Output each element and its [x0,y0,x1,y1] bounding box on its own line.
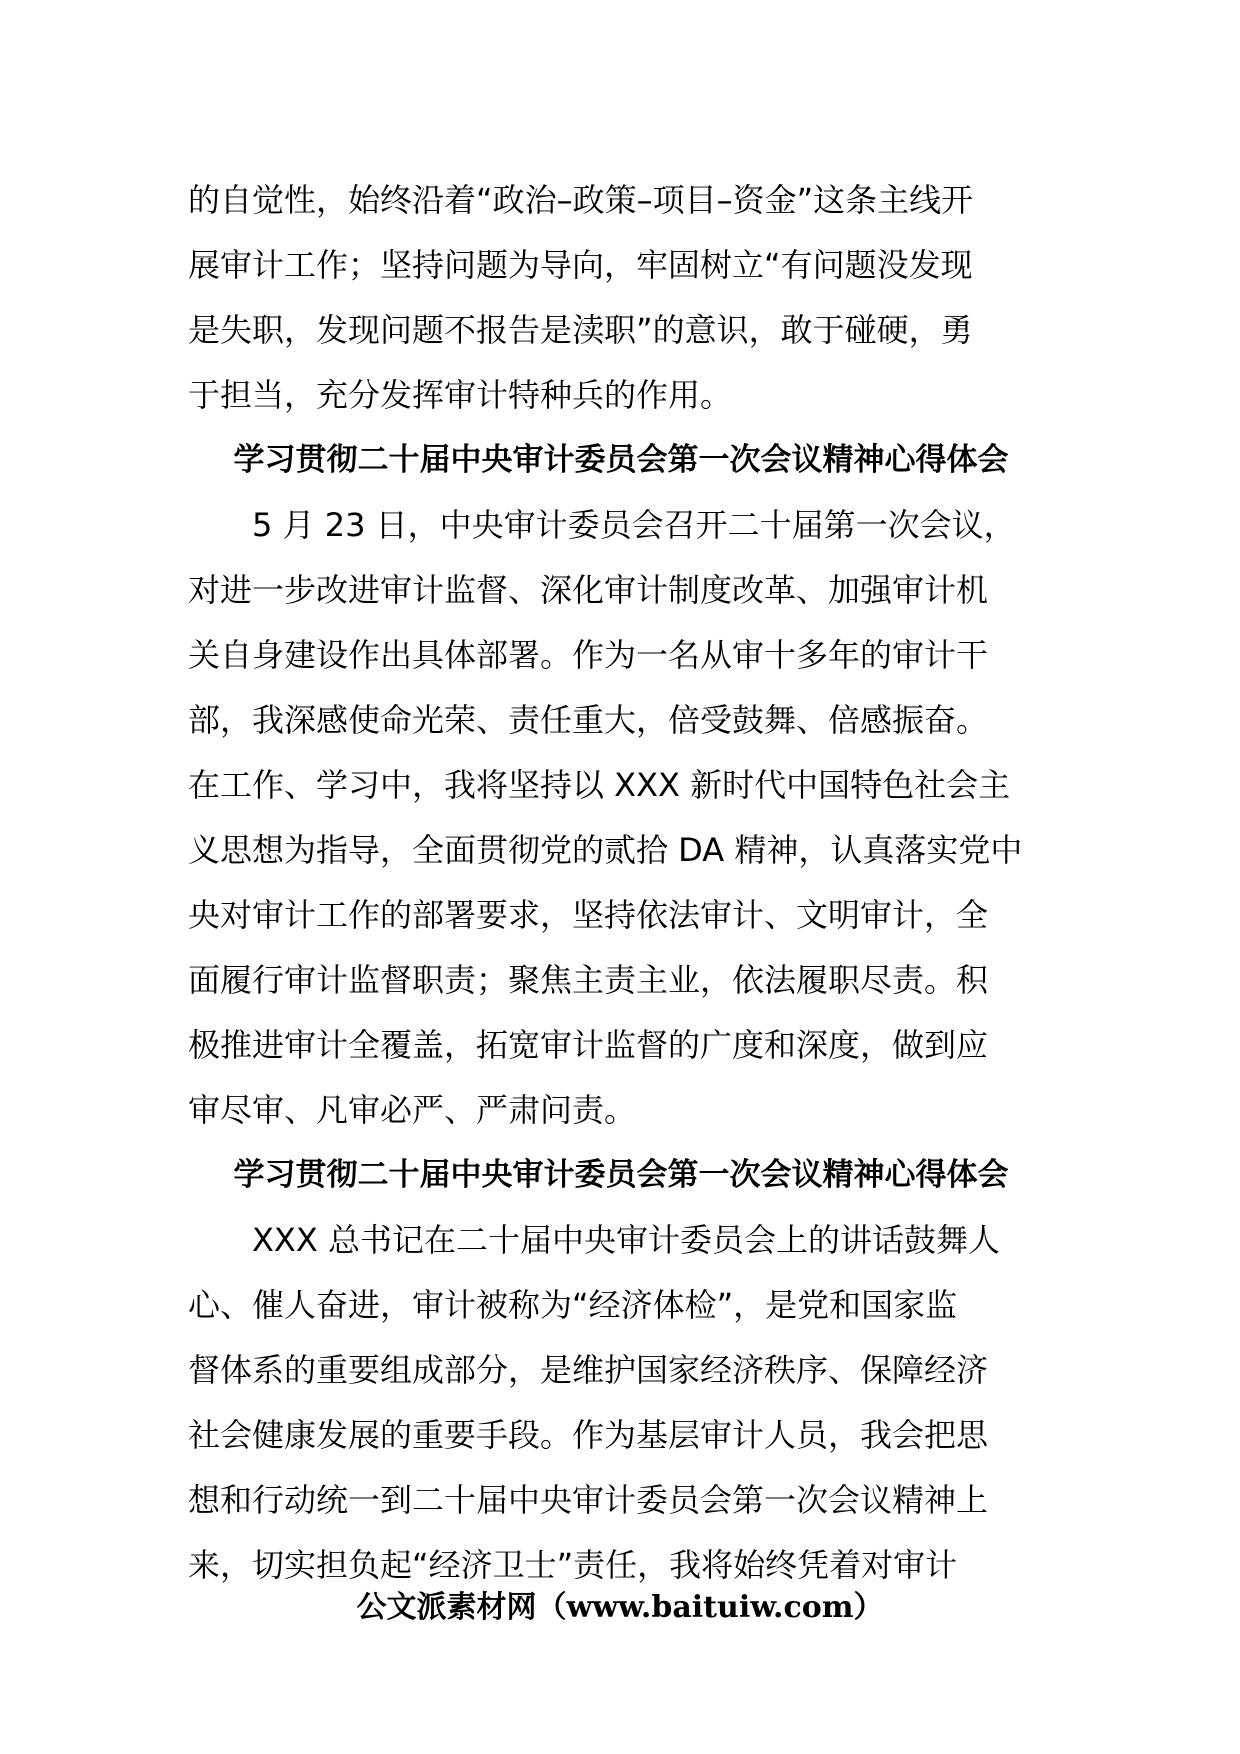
paragraph-line: 部，我深感使命光荣、责任重大，倍受鼓舞、倍感振奋。 [188,701,989,739]
paragraph-line: 于担当，充分发挥审计特种兵的作用。 [188,376,733,414]
section-heading: 学习贯彻二十届中央审计委员会第一次会议精神心得体会 [233,442,1009,478]
paragraph-line: 的自觉性，始终沿着“政治–政策–项目–资金”这条主线开 [188,181,974,219]
paragraph-line: 社会健康发展的重要手段。作为基层审计人员，我会把思 [188,1416,989,1454]
paragraph-line: 审尽审、凡审必严、严肃问责。 [188,1091,637,1129]
footer-watermark: 公文派素材网（www.baituiw.com） [356,1590,884,1625]
paragraph-line: 面履行审计监督职责；聚焦主责主业，依法履职尽责。积 [188,961,989,999]
paragraph-line: 来，切实担负起“经济卫士”责任，我将始终凭着对审计 [188,1546,958,1584]
paragraph-line: 展审计工作；坚持问题为导向，牢固树立“有问题没发现 [188,246,973,284]
paragraph-line: 想和行动统一到二十届中央审计委员会第一次会议精神上 [188,1481,989,1519]
paragraph-line: 心、催人奋进，审计被称为“经济体检”，是党和国家监 [188,1286,958,1324]
paragraph-line: 对进一步改进审计监督、深化审计制度改革、加强审计机 [188,571,989,609]
paragraph-line: 督体系的重要组成部分，是维护国家经济秩序、保障经济 [188,1351,989,1389]
paragraph-line: 在工作、学习中，我将坚持以 XXX 新时代中国特色社会主 [188,766,1011,804]
paragraph-line: 是失职，发现问题不报告是渎职”的意识，敢于碰硬，勇 [188,311,973,349]
paragraph-line: XXX 总书记在二十届中央审计委员会上的讲话鼓舞人 [252,1221,1000,1259]
document-body [188,168,1054,1598]
paragraph-line: 义思想为指导，全面贯彻党的贰拾 DA 精神，认真落实党中 [188,831,1023,869]
paragraph-line: 央对审计工作的部署要求，坚持依法审计、文明审计，全 [188,896,989,934]
paragraph-line: 极推进审计全覆盖，拓宽审计监督的广度和深度，做到应 [188,1026,989,1064]
section-heading: 学习贯彻二十届中央审计委员会第一次会议精神心得体会 [233,1157,1009,1193]
paragraph-line: 关自身建设作出具体部署。作为一名从审十多年的审计干 [188,636,989,674]
paragraph-line: 5 月 23 日，中央审计委员会召开二十届第一次会议， [252,506,1016,544]
